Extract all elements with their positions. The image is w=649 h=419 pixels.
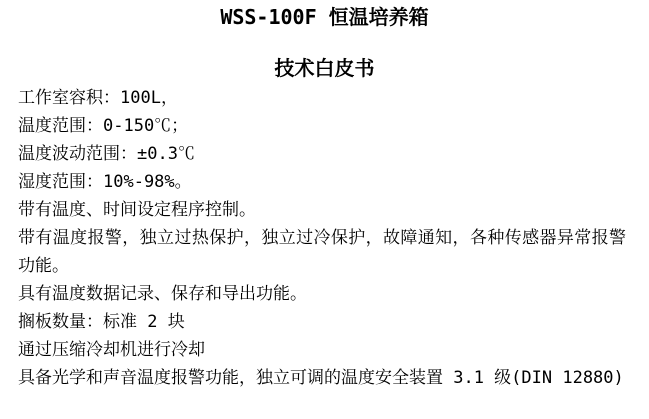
spec-line-cooling: 通过压缩冷却机进行冷却 xyxy=(18,340,205,360)
spec-line-alarms: 带有温度报警，独立过热保护，独立过冷保护，故障通知，各种传感器异常报警功能。 xyxy=(18,228,626,276)
spec-line-volume: 工作室容积：100L， xyxy=(18,88,178,108)
spec-line-program: 带有温度、时间设定程序控制。 xyxy=(18,200,256,220)
spec-line-shelves: 搁板数量：标准 2 块 xyxy=(18,312,185,332)
spec-line-temp-range: 温度范围：0-150℃； xyxy=(18,116,189,136)
spec-line-humidity: 湿度范围：10%-98%。 xyxy=(18,172,192,192)
document-title: WSS-100F 恒温培养箱 xyxy=(220,5,429,29)
spec-line-data-logging: 具有温度数据记录、保存和导出功能。 xyxy=(18,284,307,304)
spec-list xyxy=(18,84,626,392)
spec-line-safety-device: 具备光学和声音温度报警功能，独立可调的温度安全装置 3.1 级(DIN 12880) xyxy=(18,368,624,388)
spec-line-temp-fluct: 温度波动范围：±0.3℃ xyxy=(18,144,195,164)
document-subtitle: 技术白皮书 xyxy=(274,56,375,80)
